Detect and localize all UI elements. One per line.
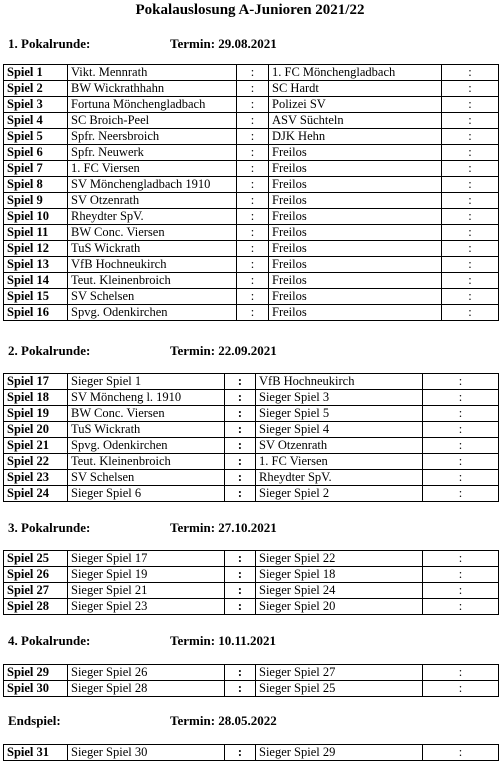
separator: : bbox=[237, 177, 269, 193]
home-team: BW Conc. Viersen bbox=[68, 406, 225, 422]
round-1-table bbox=[3, 64, 499, 321]
home-team: Spvg. Odenkirchen bbox=[68, 438, 225, 454]
match-row bbox=[4, 257, 499, 273]
home-team: Vikt. Mennrath bbox=[68, 65, 237, 81]
round-date: Termin: 22.09.2021 bbox=[170, 343, 277, 358]
score-cell: : bbox=[442, 225, 499, 241]
match-row bbox=[4, 390, 499, 406]
away-team: Sieger Spiel 3 bbox=[256, 390, 423, 406]
score-cell: : bbox=[423, 454, 499, 470]
separator: : bbox=[225, 583, 256, 599]
match-number: Spiel 7 bbox=[4, 161, 68, 177]
home-team: Spfr. Neersbroich bbox=[68, 129, 237, 145]
score-cell: : bbox=[423, 374, 499, 390]
separator: : bbox=[225, 454, 256, 470]
score-cell: : bbox=[442, 145, 499, 161]
separator: : bbox=[225, 374, 256, 390]
match-row bbox=[4, 745, 499, 761]
home-team: Sieger Spiel 23 bbox=[68, 599, 225, 615]
away-team: SV Otzenrath bbox=[256, 438, 423, 454]
away-team: Freilos bbox=[269, 289, 442, 305]
round-name: 3. Pokalrunde: bbox=[8, 520, 91, 535]
away-team: Sieger Spiel 5 bbox=[256, 406, 423, 422]
away-team: DJK Hehn bbox=[269, 129, 442, 145]
away-team: Sieger Spiel 25 bbox=[256, 681, 423, 697]
round-name: 4. Pokalrunde: bbox=[8, 633, 91, 648]
match-number: Spiel 27 bbox=[4, 583, 68, 599]
score-cell: : bbox=[442, 289, 499, 305]
match-number: Spiel 4 bbox=[4, 113, 68, 129]
score-cell: : bbox=[423, 390, 499, 406]
score-cell: : bbox=[442, 257, 499, 273]
match-row bbox=[4, 454, 499, 470]
match-row bbox=[4, 289, 499, 305]
home-team: 1. FC Viersen bbox=[68, 161, 237, 177]
round-4-table bbox=[3, 664, 499, 697]
away-team: Freilos bbox=[269, 161, 442, 177]
away-team: Freilos bbox=[269, 193, 442, 209]
score-cell: : bbox=[423, 438, 499, 454]
score-cell: : bbox=[442, 193, 499, 209]
separator: : bbox=[237, 289, 269, 305]
score-cell: : bbox=[442, 129, 499, 145]
score-cell: : bbox=[423, 583, 499, 599]
away-team: 1. FC Viersen bbox=[256, 454, 423, 470]
round-date: Termin: 10.11.2021 bbox=[170, 633, 277, 648]
home-team: Spvg. Odenkirchen bbox=[68, 305, 237, 321]
match-number: Spiel 19 bbox=[4, 406, 68, 422]
away-team: Sieger Spiel 20 bbox=[256, 599, 423, 615]
score-cell: : bbox=[423, 665, 499, 681]
match-number: Spiel 1 bbox=[4, 65, 68, 81]
score-cell: : bbox=[423, 406, 499, 422]
away-team: VfB Hochneukirch bbox=[256, 374, 423, 390]
match-row bbox=[4, 486, 499, 502]
score-cell: : bbox=[423, 745, 499, 761]
separator: : bbox=[237, 161, 269, 177]
score-cell: : bbox=[423, 681, 499, 697]
score-cell: : bbox=[442, 161, 499, 177]
away-team: Sieger Spiel 22 bbox=[256, 551, 423, 567]
score-cell: : bbox=[423, 567, 499, 583]
match-number: Spiel 24 bbox=[4, 486, 68, 502]
away-team: Freilos bbox=[269, 145, 442, 161]
home-team: Rheydter SpV. bbox=[68, 209, 237, 225]
separator: : bbox=[225, 470, 256, 486]
match-row bbox=[4, 583, 499, 599]
home-team: Sieger Spiel 19 bbox=[68, 567, 225, 583]
separator: : bbox=[225, 422, 256, 438]
match-number: Spiel 9 bbox=[4, 193, 68, 209]
match-number: Spiel 12 bbox=[4, 241, 68, 257]
score-cell: : bbox=[423, 422, 499, 438]
separator: : bbox=[225, 599, 256, 615]
match-row bbox=[4, 193, 499, 209]
home-team: TuS Wickrath bbox=[68, 241, 237, 257]
match-number: Spiel 16 bbox=[4, 305, 68, 321]
score-cell: : bbox=[442, 81, 499, 97]
score-cell: : bbox=[423, 470, 499, 486]
match-row bbox=[4, 129, 499, 145]
separator: : bbox=[225, 567, 256, 583]
match-number: Spiel 23 bbox=[4, 470, 68, 486]
final-table bbox=[3, 744, 499, 761]
home-team: SV Mönchengladbach 1910 bbox=[68, 177, 237, 193]
separator: : bbox=[237, 65, 269, 81]
home-team: Fortuna Mönchengladbach bbox=[68, 97, 237, 113]
match-number: Spiel 21 bbox=[4, 438, 68, 454]
separator: : bbox=[237, 97, 269, 113]
match-row bbox=[4, 177, 499, 193]
home-team: Sieger Spiel 28 bbox=[68, 681, 225, 697]
home-team: BW Conc. Viersen bbox=[68, 225, 237, 241]
away-team: Freilos bbox=[269, 241, 442, 257]
home-team: Sieger Spiel 1 bbox=[68, 374, 225, 390]
away-team: Freilos bbox=[269, 225, 442, 241]
home-team: SV Schelsen bbox=[68, 470, 225, 486]
round-name: 1. Pokalrunde: bbox=[8, 36, 91, 51]
separator: : bbox=[225, 681, 256, 697]
home-team: Teut. Kleinenbroich bbox=[68, 273, 237, 289]
match-number: Spiel 29 bbox=[4, 665, 68, 681]
separator: : bbox=[237, 81, 269, 97]
match-number: Spiel 13 bbox=[4, 257, 68, 273]
home-team: SV Otzenrath bbox=[68, 193, 237, 209]
away-team: Sieger Spiel 29 bbox=[256, 745, 423, 761]
score-cell: : bbox=[423, 551, 499, 567]
home-team: VfB Hochneukirch bbox=[68, 257, 237, 273]
score-cell: : bbox=[442, 97, 499, 113]
match-number: Spiel 11 bbox=[4, 225, 68, 241]
match-row bbox=[4, 145, 499, 161]
match-row bbox=[4, 422, 499, 438]
home-team: SC Broich-Peel bbox=[68, 113, 237, 129]
round-date: Termin: 29.08.2021 bbox=[170, 36, 277, 51]
match-number: Spiel 31 bbox=[4, 745, 68, 761]
round-date: Termin: 27.10.2021 bbox=[170, 520, 277, 535]
separator: : bbox=[237, 273, 269, 289]
match-row bbox=[4, 665, 499, 681]
home-team: Sieger Spiel 17 bbox=[68, 551, 225, 567]
match-row bbox=[4, 305, 499, 321]
away-team: Sieger Spiel 2 bbox=[256, 486, 423, 502]
separator: : bbox=[225, 665, 256, 681]
round-name: 2. Pokalrunde: bbox=[8, 343, 91, 358]
match-row bbox=[4, 65, 499, 81]
match-number: Spiel 3 bbox=[4, 97, 68, 113]
score-cell: : bbox=[442, 209, 499, 225]
home-team: Teut. Kleinenbroich bbox=[68, 454, 225, 470]
home-team: BW Wickrathhahn bbox=[68, 81, 237, 97]
home-team: Sieger Spiel 6 bbox=[68, 486, 225, 502]
separator: : bbox=[225, 406, 256, 422]
separator: : bbox=[237, 113, 269, 129]
match-number: Spiel 30 bbox=[4, 681, 68, 697]
away-team: Freilos bbox=[269, 177, 442, 193]
separator: : bbox=[225, 551, 256, 567]
home-team: Sieger Spiel 30 bbox=[68, 745, 225, 761]
separator: : bbox=[237, 305, 269, 321]
match-row bbox=[4, 551, 499, 567]
separator: : bbox=[237, 129, 269, 145]
match-number: Spiel 6 bbox=[4, 145, 68, 161]
score-cell: : bbox=[442, 113, 499, 129]
separator: : bbox=[237, 225, 269, 241]
match-number: Spiel 2 bbox=[4, 81, 68, 97]
score-cell: : bbox=[423, 486, 499, 502]
match-number: Spiel 20 bbox=[4, 422, 68, 438]
match-number: Spiel 14 bbox=[4, 273, 68, 289]
away-team: Freilos bbox=[269, 257, 442, 273]
separator: : bbox=[237, 257, 269, 273]
match-number: Spiel 22 bbox=[4, 454, 68, 470]
match-row bbox=[4, 438, 499, 454]
score-cell: : bbox=[442, 305, 499, 321]
score-cell: : bbox=[442, 273, 499, 289]
match-number: Spiel 26 bbox=[4, 567, 68, 583]
away-team: ASV Süchteln bbox=[269, 113, 442, 129]
away-team: 1. FC Mönchengladbach bbox=[269, 65, 442, 81]
separator: : bbox=[225, 486, 256, 502]
home-team: Sieger Spiel 26 bbox=[68, 665, 225, 681]
match-number: Spiel 15 bbox=[4, 289, 68, 305]
score-cell: : bbox=[442, 177, 499, 193]
separator: : bbox=[225, 390, 256, 406]
round-name: Endspiel: bbox=[8, 713, 61, 728]
home-team: Spfr. Neuwerk bbox=[68, 145, 237, 161]
match-row bbox=[4, 81, 499, 97]
match-row bbox=[4, 161, 499, 177]
home-team: SV Schelsen bbox=[68, 289, 237, 305]
home-team: SV Möncheng l. 1910 bbox=[68, 390, 225, 406]
round-2-table bbox=[3, 373, 499, 502]
away-team: SC Hardt bbox=[269, 81, 442, 97]
round-3-table bbox=[3, 550, 499, 615]
separator: : bbox=[225, 745, 256, 761]
away-team: Sieger Spiel 27 bbox=[256, 665, 423, 681]
match-row bbox=[4, 374, 499, 390]
away-team: Sieger Spiel 4 bbox=[256, 422, 423, 438]
separator: : bbox=[237, 145, 269, 161]
match-row bbox=[4, 273, 499, 289]
match-row bbox=[4, 241, 499, 257]
away-team: Sieger Spiel 24 bbox=[256, 583, 423, 599]
match-number: Spiel 28 bbox=[4, 599, 68, 615]
away-team: Polizei SV bbox=[269, 97, 442, 113]
home-team: TuS Wickrath bbox=[68, 422, 225, 438]
match-row bbox=[4, 209, 499, 225]
score-cell: : bbox=[423, 599, 499, 615]
match-number: Spiel 10 bbox=[4, 209, 68, 225]
page-title: Pokalauslosung A-Junioren 2021/22 bbox=[135, 2, 365, 18]
separator: : bbox=[237, 241, 269, 257]
match-row bbox=[4, 567, 499, 583]
separator: : bbox=[237, 209, 269, 225]
match-row bbox=[4, 599, 499, 615]
score-cell: : bbox=[442, 65, 499, 81]
away-team: Rheydter SpV. bbox=[256, 470, 423, 486]
match-number: Spiel 18 bbox=[4, 390, 68, 406]
away-team: Freilos bbox=[269, 273, 442, 289]
separator: : bbox=[237, 193, 269, 209]
score-cell: : bbox=[442, 241, 499, 257]
match-row bbox=[4, 225, 499, 241]
round-date: Termin: 28.05.2022 bbox=[170, 713, 277, 728]
match-number: Spiel 25 bbox=[4, 551, 68, 567]
separator: : bbox=[225, 438, 256, 454]
away-team: Freilos bbox=[269, 305, 442, 321]
away-team: Sieger Spiel 18 bbox=[256, 567, 423, 583]
match-row bbox=[4, 97, 499, 113]
match-row bbox=[4, 113, 499, 129]
away-team: Freilos bbox=[269, 209, 442, 225]
match-number: Spiel 5 bbox=[4, 129, 68, 145]
match-row bbox=[4, 470, 499, 486]
home-team: Sieger Spiel 21 bbox=[68, 583, 225, 599]
match-number: Spiel 17 bbox=[4, 374, 68, 390]
match-row bbox=[4, 681, 499, 697]
match-number: Spiel 8 bbox=[4, 177, 68, 193]
match-row bbox=[4, 406, 499, 422]
